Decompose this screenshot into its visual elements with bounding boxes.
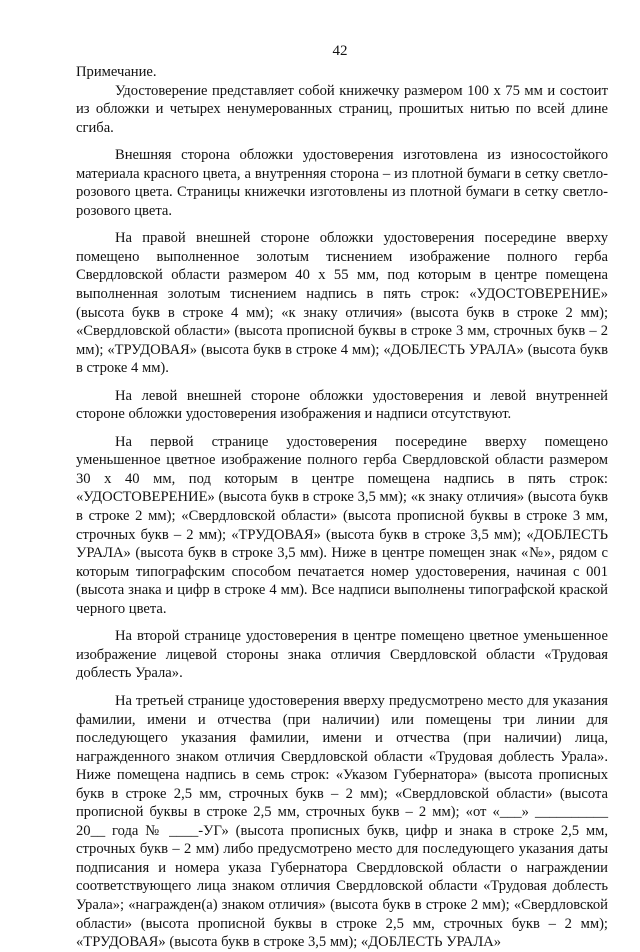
paragraph-cover-left-side: На левой внешней стороне обложки удостоверения и левой внутренней стороне обложки удостоверения изображения и надписи отсутствуют. <box>76 387 608 423</box>
page-number: 42 <box>332 43 348 59</box>
note-heading: Примечание. <box>76 64 157 80</box>
paragraph-cover-right-side: На правой внешней стороне обложки удостоверения посередине вверху помещено выполненное золотым тиснением изображение полного герба Свердловской области размером 40 х 55 мм, под которым в центре помещена выполненная золотым тиснением надпись в пять строк: «УДОСТОВЕРЕНИЕ» (высота букв в строке 4 мм); «к знаку отличия» (высота букв в строке 2 мм); «Свердловской области» (высота прописной буквы в строке 3 мм, строчных букв – 2 мм); «ТРУДОВАЯ» (высота букв в строке 4 мм); «ДОБЛЕСТЬ УРАЛА» (высота букв в строке 4 мм). <box>76 230 608 377</box>
paragraph-cover-material: Внешняя сторона обложки удостоверения изготовлена из износостойкого материала красного цвета, а внутренняя сторона – из плотной бумаги в сетку светло-розового цвета. Страницы книжечки изготовлены из плотной бумаги в сетку светло-розового цвета. <box>76 147 608 219</box>
paragraph-second-page: На второй странице удостоверения в центре помещено цветное уменьшенное изображение лицевой стороны знака отличия Свердловской области «Трудовая доблесть Урала». <box>76 628 608 682</box>
paragraph-booklet-description: Удостоверение представляет собой книжечку размером 100 х 75 мм и состоит из обложки и четырех ненумерованных страниц, прошитых нитью по всей длине сгиба. <box>76 82 608 136</box>
paragraph-first-page: На первой странице удостоверения посередине вверху помещено уменьшенное цветное изображение полного герба Свердловской области размером 30 х 40 мм, под которым в центре помещена надпись в пять строк: «УДОСТОВЕРЕНИЕ» (высота букв в строке 3,5 мм); «к знаку отличия» (высота букв в строке 2 мм); «Свердловской области» (высота прописной буквы в строке 3 мм, строчных букв – 2 мм); «ТРУДОВАЯ» (высота букв в строке 3,5 мм); «ДОБЛЕСТЬ УРАЛА» (высота букв в строке 3,5 мм). Ниже в центре помещен знак «№», рядом с которым типографским способом печатается номер удостоверения, начиная с 001 (высота знака и цифр в строке 4 мм). Все надписи выполнены типографской краской черного цвета. <box>76 433 608 617</box>
paragraph-third-page: На третьей странице удостоверения вверху предусмотрено место для указания фамилии, имени и отчества (при наличии) или помещены три линии для последующего указания фамилии, имени и отчества (при наличии) лица, награжденного знаком отличия Свердловской области «Трудовая доблесть Урала». Ниже помещена надпись в семь строк: «Указом Губернатора» (высота прописных букв в строке 2,5 мм, строчных букв – 2 мм); «Свердловской области» (высота прописной буквы в строке 2,5 мм, строчных букв – 2 мм); «от «___» __________ 20__ года № ____-УГ» (высота прописных букв, цифр и знака в строке 2,5 мм, строчных букв – 2 мм) либо предусмотрено место для последующего указания даты подписания и номера указа Губернатора Свердловской области о награждении соответствующего лица знаком отличия Свердловской области «Трудовая доблесть Урала»; «награжден(а) знаком отличия» (высота букв в строке 2 мм); «Свердловской области» (высота прописной буквы в строке 2,5 мм, строчных букв – 2 мм); «ТРУДОВАЯ» (высота букв в строке 3,5 мм); «ДОБЛЕСТЬ УРАЛА» <box>76 692 608 951</box>
document-body <box>76 63 608 952</box>
